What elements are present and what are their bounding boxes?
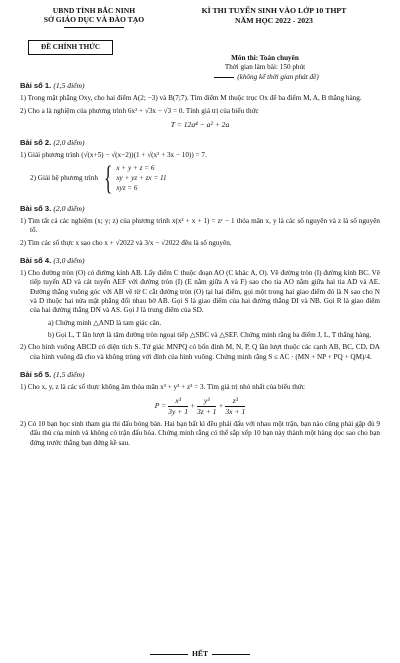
end-text: HẾT <box>191 649 209 659</box>
section-5-points: (1,5 điểm) <box>53 370 85 380</box>
problem-2-2-text: 2) Giải hệ phương trình <box>30 174 98 183</box>
section-3-title <box>20 204 380 214</box>
time-limit: Thời gian làm bài: 150 phút <box>224 63 306 72</box>
fraction-2 <box>197 396 216 417</box>
equation-1: x + y + z = 6 <box>116 164 155 173</box>
problem-1-2: 2) Cho a là nghiệm của phương trình 6x² + √3x − √3 = 0. Tính giá trị của biểu thức <box>20 106 259 115</box>
fraction-1-num: x³ <box>168 396 188 407</box>
section-4-points: (3,0 điểm) <box>53 255 85 265</box>
fraction-3 <box>225 396 245 417</box>
time-note: (không kể thời gian phát đề) <box>237 72 319 81</box>
fraction-1 <box>168 396 188 417</box>
section-3-label: Bài số 3. <box>20 203 52 213</box>
problem-3-2: 2) Tìm các số thực x sao cho x + √2022 và 3/x − √2022 đều là số nguyên. <box>20 238 232 247</box>
end-line-left <box>150 654 188 655</box>
formula-T: T = 12a⁴ − a² + 2a <box>170 119 230 129</box>
issuer-underline <box>64 27 124 28</box>
problem-1-1: 1) Trong mặt phẳng Oxy, cho hai điểm A(2; −3) và B(7;7). Tìm điểm M thuộc trục Ox để ba điểm M, A, B thẳng hàng. <box>20 94 362 103</box>
dash-left <box>214 77 234 78</box>
section-5-title <box>20 370 380 380</box>
equation-2: xy + yz + zx = 11 <box>116 174 167 183</box>
problem-2-1: 1) Giải phương trình (√(x+5) − √(x−2))(1 + √(x² + 3x − 10)) = 7. <box>20 150 207 159</box>
fraction-2-num: y³ <box>197 396 216 407</box>
problem-4-1-a: a) Chứng minh △AND là tam giác cân. <box>48 318 162 327</box>
section-4-title <box>20 256 380 266</box>
section-1-label: Bài số 1. <box>20 81 52 91</box>
problem-4-1: 1) Cho đường tròn (O) có đường kính AB. Lấy điểm C thuộc đoạn AO (C khác A, O). Vẽ đường tròn (I) đường kính BC. Vẽ tiếp tuyến AD và cát tuyến AEF với đường tròn (I) (E nằm giữa A và F) sao cho tia AO nằm giữa hai tia AD và AE. Đường thẳng vuông góc với AB về từ C cắt đường tròn (O) tại hai điểm, gọi một trong hai giao điểm đó là N sao cho N và D thuộc hai nửa mặt phẳng đối nhau bờ AB. Gọi S là giao điểm của hai đường thẳng DI và NB. Gọi R là giao điểm của hai đường thẳng DN và AS. Gọi J là trung điểm của SD. <box>20 268 380 315</box>
subject-block <box>190 54 340 82</box>
system-brace: { <box>104 159 113 197</box>
end-line-right <box>212 654 250 655</box>
problem-5-2: 2) Có 10 bạn học sinh tham gia thi đấu bóng bàn. Hai bạn bất kì đều phải đấu với nhau một trận, bạn nào cũng phải gặp đủ 9 đấu thủ của mình và không có trận đấu hòa. Chứng minh rằng có thể sắp xếp 10 bạn này thành một hàng dọc sao cho bạn đứng trước thắng bạn đứng kề sau. <box>20 419 380 447</box>
fraction-1-den: 3y + 1 <box>168 407 189 417</box>
section-1-points: (1,5 điểm) <box>53 81 85 91</box>
problem-4-1-b: b) Gọi L, T lần lượt là tâm đường tròn ngoại tiếp △SBC và △SEF. Chứng minh rằng ba điểm J, L, T thẳng hàng. <box>48 330 372 339</box>
official-label: ĐỀ CHÍNH THỨC <box>28 40 113 55</box>
problem-4-2: 2) Cho hình vuông ABCD có diện tích S. Tứ giác MNPQ có bốn đỉnh M, N, P, Q lần lượt thuộc các cạnh AB, BC, CD, DA của hình vuông đã cho và không trùng với đỉnh của hình vuông. Chứng minh rằng S ≤ AC · (MN + NP + PQ + QM)/4. <box>20 343 380 361</box>
section-2-points: (2,0 điểm) <box>53 137 85 147</box>
formula-P: P = $\frac{\text{x³}}{3y + 1}$ + $\frac{\text{y³}}{3z + 1}$ + $\frac{\text{z³}}{3x + 1}$ <box>154 396 246 417</box>
issuer-line-1: UBND TỈNH BẮC NINH <box>52 6 136 15</box>
problem-3-1: 1) Tìm tất cả các nghiệm (x; y; z) của phương trình x(x² + x + 1) = zʸ − 1 thỏa mãn x, y là các số nguyên và z là số nguyên tố. <box>20 216 380 235</box>
issuer-line-2: SỞ GIÁO DỤC VÀ ĐÀO TẠO <box>43 15 145 25</box>
section-5-label: Bài số 5. <box>20 370 52 380</box>
issuer-block <box>20 6 168 28</box>
problem-5-1: 1) Cho x, y, z là các số thực không âm thỏa mãn x³ + y³ + z³ = 3. Tìm giá trị nhỏ nhất của biểu thức <box>20 382 305 391</box>
time-note-line <box>190 73 340 82</box>
section-2-title <box>20 138 380 148</box>
equation-system <box>116 164 166 193</box>
exam-title-block <box>168 6 380 28</box>
school-year: NĂM HỌC 2022 - 2023 <box>234 15 313 25</box>
equation-3: xyz = 6 <box>116 183 138 192</box>
problem-2-2 <box>30 159 380 197</box>
header <box>20 6 380 28</box>
fraction-3-den: 3x + 1 <box>225 407 246 417</box>
subject-name: Môn thi: Toán chuyên <box>231 54 299 62</box>
section-4-label: Bài số 4. <box>20 255 52 265</box>
fraction-2-den: 3z + 1 <box>196 407 217 417</box>
exam-title: KÌ THI TUYỂN SINH VÀO LỚP 10 THPT <box>201 6 347 15</box>
formula-P-lhs: P = <box>154 401 167 411</box>
fraction-3-num: z³ <box>225 396 245 407</box>
section-3-points: (2,0 điểm) <box>53 203 85 213</box>
section-1-title <box>20 81 380 91</box>
end-marker <box>0 649 400 659</box>
section-2-label: Bài số 2. <box>20 137 52 147</box>
